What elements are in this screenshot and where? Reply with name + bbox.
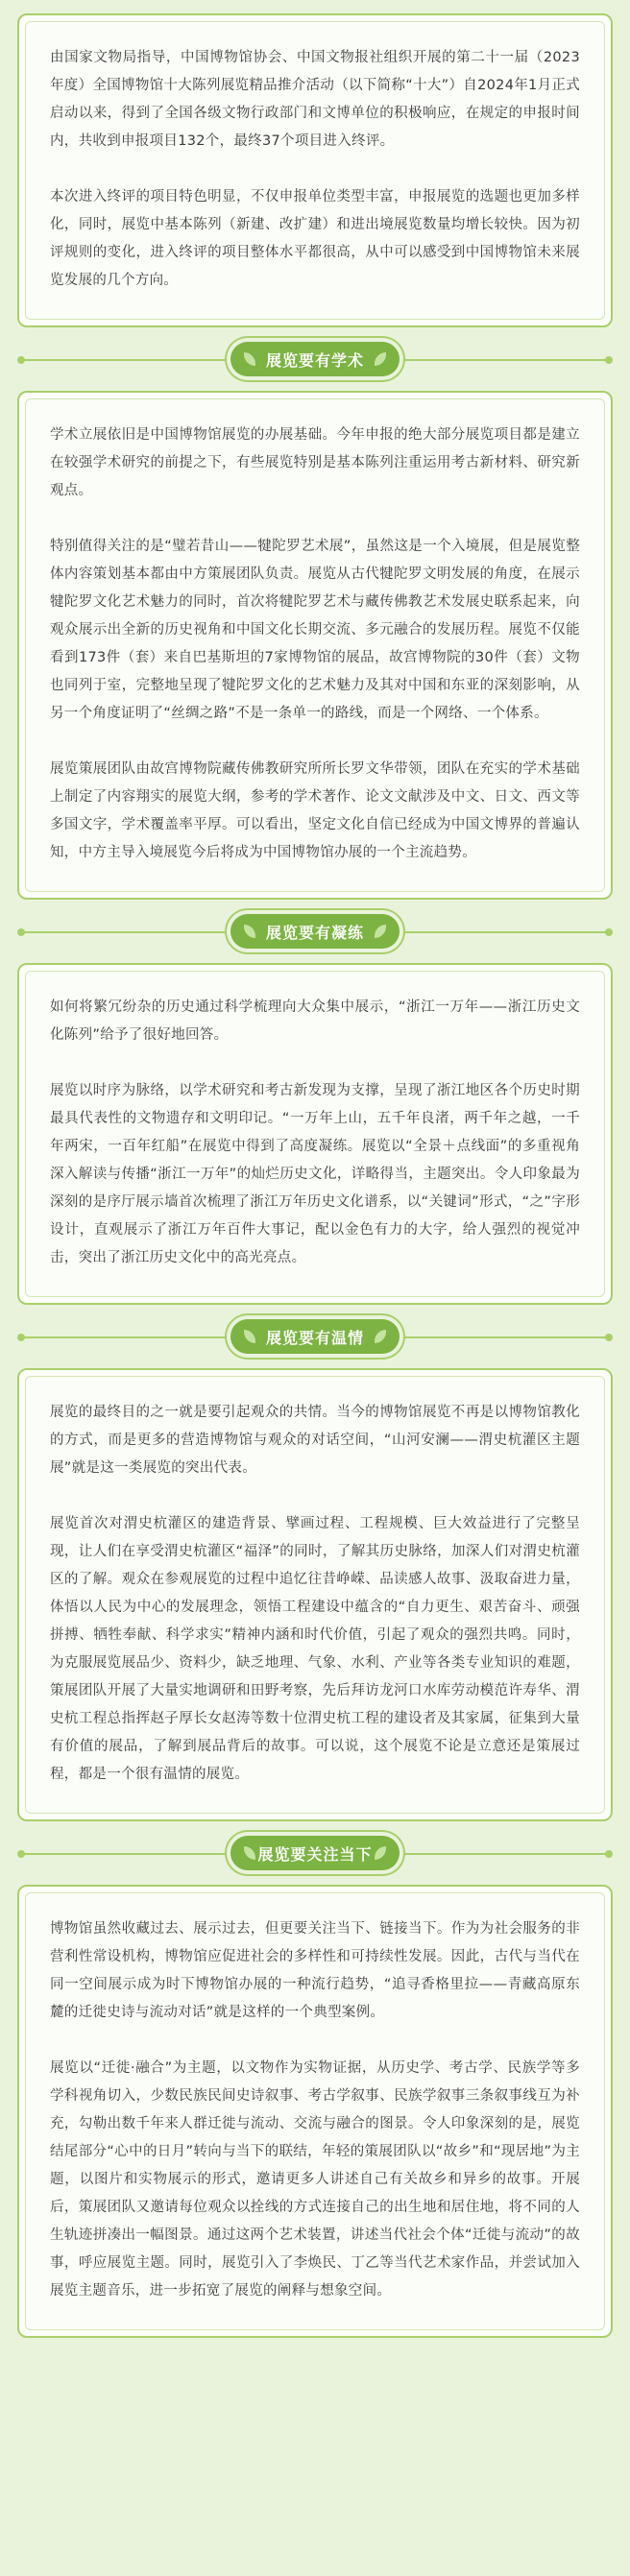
intro-paragraph: 本次进入终评的项目特色明显，不仅申报单位类型丰富，申报展览的选题也更加多样化，同时，展览中基本陈列（新建、改扩建）和进出境展览数量均增长较快。因为初评规则的变化，进入终评的项目整体水平都很高，从中可以感受到中国博物馆未来展览发展的几个方向。	[50, 189, 580, 288]
section-paragraph: 展览首次对渭史杭灌区的建造背景、擘画过程、工程规模、巨大效益进行了完整呈现，让人们在享受渭史杭灌区“福泽”的同时，了解其历史脉络，加深人们对渭史杭灌区的了解。观众在参观展览的过程中追忆往昔峥嵘、品读感人故事、汲取奋进力量，体悟以人民为中心的发展理念，领悟工程建设中蕴含的“自力更生、艰苦奋斗、顽强拼搏、牺牲奉献、科学求实”精神内涵和时代价值，引起了观众的强烈共鸣。同时，为克服展览展品少、资料少，缺乏地理、气象、水利、产业等各类专业知识的难题，策展团队开展了大量实地调研和田野考察，先后拜访龙河口水库劳动模范许寿华、渭史杭工程总指挥赵子厚长女赵涛等数十位渭史杭工程的建设者及其家属，征集到大量有价值的展品，了解到展品背后的故事。可以说，这个展览不论是立意还是策展过程，都是一个很有温情的展览。	[50, 1516, 580, 1782]
section-title-tag	[230, 1319, 400, 1354]
section-box-academic	[17, 391, 613, 900]
section-paragraph: 展览以时序为脉络，以学术研究和考古新发现为支撑，呈现了浙江地区各个历史时期最具代表性的文物遗存和文明印记。“一万年上山，五千年良渚，两千年之越，一千年两宋，一百年红船”在展览中得到了高度凝练。展览以“全景＋点线面”的多重视角深入解读与传播“浙江一万年”的灿烂历史文化，详略得当，主题突出。令人印象最为深刻的是序厅展示墙首次梳理了浙江万年历史文化谱系，以“关键词”形式，“之”字形设计，直观展示了浙江万年百件大事记，配以金色有力的大字，给人强烈的视觉冲击，突出了浙江历史文化中的高光亮点。	[50, 1083, 580, 1265]
section-title-tag	[230, 342, 400, 376]
section-paragraph: 展览的最终目的之一就是要引起观众的共情。当今的博物馆展览不再是以博物馆教化的方式，而是更多的营造博物馆与观众的对话空间，“山河安澜——渭史杭灌区主题展”就是这一类展览的突出代表。	[50, 1405, 580, 1476]
section-header	[0, 1305, 630, 1368]
section-box-warmth	[17, 1368, 613, 1821]
section-paragraph: 如何将繁冗纷杂的历史通过科学梳理向大众集中展示，“浙江一万年——浙江历史文化陈列”给予了很好地回答。	[50, 999, 580, 1043]
section-paragraph: 特别值得关注的是“璧若昔山——犍陀罗艺术展”，虽然这是一个入境展，但是展览整体内容策划基本都由中方策展团队负责。展览从古代犍陀罗文明发展的角度，在展示犍陀罗文化艺术魅力的同时，首次将犍陀罗艺术与藏传佛教艺术发展史联系起来，向观众展示出全新的历史视角和中国文化长期交流、多元融合的发展历程。展览不仅能看到173件（套）来自巴基斯坦的7家博物馆的展品，故宫博物院的30件（套）文物也同列于室，完整地呈现了犍陀罗文化的艺术魅力及其对中国和东亚的深刻影响，从另一个角度证明了“丝绸之路”不是一条单一的路线，而是一个网络、一个体系。	[50, 539, 580, 721]
section-title: 展览要关注当下	[257, 1844, 373, 1864]
section-title-tag	[230, 914, 400, 949]
section-title-tag	[230, 1836, 400, 1870]
intro-paragraph: 由国家文物局指导，中国博物馆协会、中国文物报社组织开展的第二十一届（2023年度）全国博物馆十大陈列展览精品推介活动（以下简称“十大”）自2024年1月正式启动以来，得到了全国各级文物行政部门和文博单位的积极响应，在规定的申报时间内，共收到申报项目132个，最终37个项目进入终评。	[50, 50, 580, 149]
section-title: 展览要有温情	[265, 1328, 364, 1347]
section-title: 展览要有凝练	[265, 923, 364, 942]
section-header	[0, 900, 630, 963]
section-box-concise	[17, 963, 613, 1305]
section-box-present	[17, 1885, 613, 2338]
section-header	[0, 327, 630, 391]
intro-box	[17, 13, 613, 327]
section-paragraph: 展览以“迁徙·融合”为主题，以文物作为实物证据，从历史学、考古学、民族学等多学科视角切入，少数民族民间史诗叙事、考古学叙事、民族学叙事三条叙事线互为补充，勾勒出数千年来人群迁徙与流动、交流与融合的图景。令人印象深刻的是，展览结尾部分“心中的日月”转向与当下的联结，年轻的策展团队以“故乡”和“现居地”为主题，以图片和实物展示的形式，邀请更多人讲述自己有关故乡和异乡的故事。开展后，策展团队又邀请每位观众以拴线的方式连接自己的出生地和居住地，将不同的人生轨迹拼凑出一幅图景。通过这两个艺术装置，讲述当代社会个体“迁徙与流动”的故事，呼应展览主题。同时，展览引入了李焕民、丁乙等当代艺术家作品，并尝试加入展览主题音乐，进一步拓宽了展览的阐释与想象空间。	[50, 2060, 580, 2299]
section-paragraph: 学术立展依旧是中国博物馆展览的办展基础。今年申报的绝大部分展览项目都是建立在较强学术研究的前提之下，有些展览特别是基本陈列注重运用考古新材料、研究新观点。	[50, 427, 580, 498]
section-paragraph: 展览策展团队由故宫博物院藏传佛教研究所所长罗文华带领，团队在充实的学术基础上制定了内容翔实的展览大纲，参考的学术著作、论文文献涉及中文、日文、西文等多国文字，学术覆盖率平厚。可以看出，坚定文化自信已经成为中国文博界的普遍认知，中方主导入境展览今后将成为中国博物馆办展的一个主流趋势。	[50, 761, 580, 860]
section-header	[0, 1821, 630, 1885]
section-paragraph: 博物馆虽然收藏过去、展示过去，但更要关注当下、链接当下。作为为社会服务的非营利性常设机构，博物馆应促进社会的多样性和可持续性发展。因此，古代与当代在同一空间展示成为时下博物馆办展的一种流行趋势，“追寻香格里拉——青藏高原东麓的迁徙史诗与流动对话”就是这样的一个典型案例。	[50, 1921, 580, 2020]
section-title: 展览要有学术	[265, 350, 364, 370]
